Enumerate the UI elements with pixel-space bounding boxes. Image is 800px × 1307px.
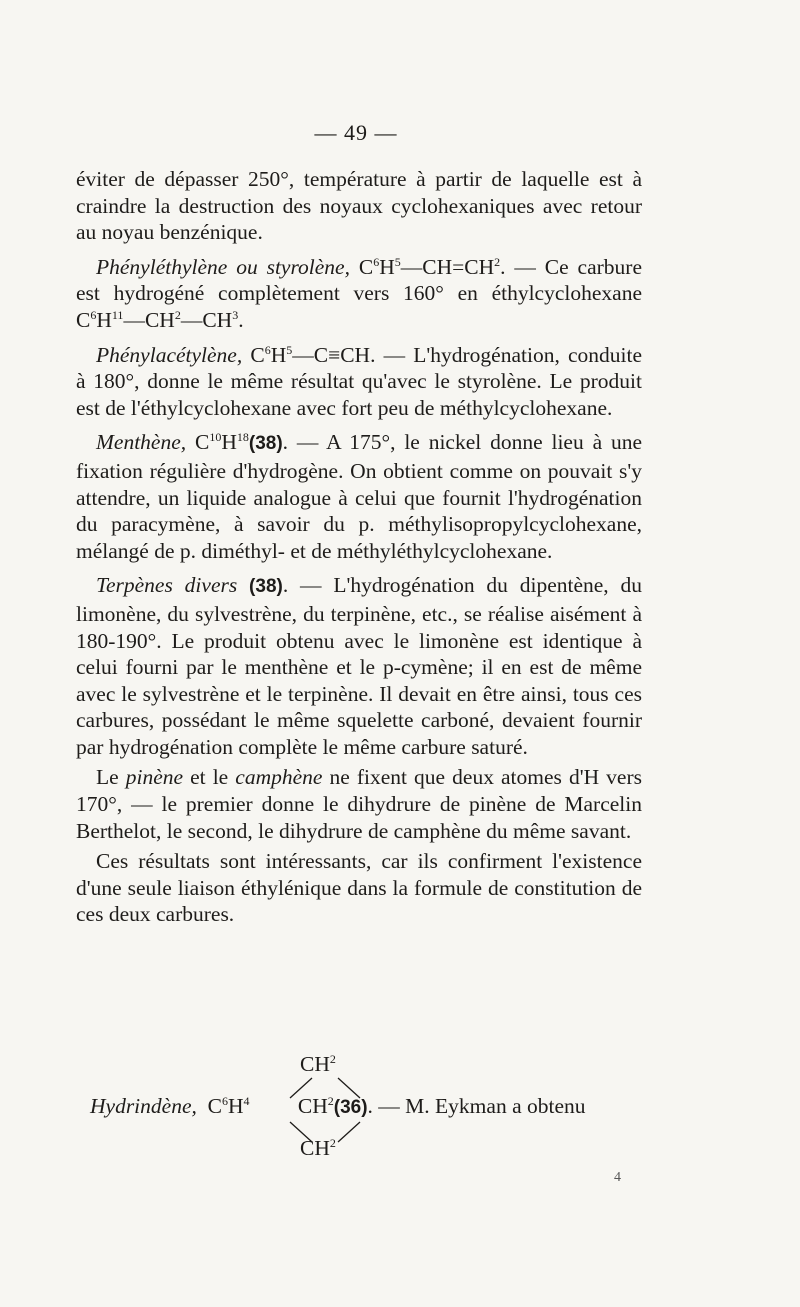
- compound-name-phenylacetylene: Phénylacétylène,: [96, 342, 243, 367]
- paragraph-terpenes: Terpènes divers (38). — L'hydrogénation du dipentène, du limonène, du sylvestrène, du terpinène, etc., se réalise aisément à 180-190°. Le produit obtenu avec le limonène est identique à celui fourni par le menthène et le p-cymène; il en est de même avec le sylvestrène et le terpinène. Il devait en être ainsi, tous ces carbures, possédant le même squelette carboné, devaient fournir par hydrogénation complète le même carbure saturé.: [76, 573, 642, 759]
- formula-main-line: Hydrindène, $C^6H^4$ $CH^2(36)$. — M. Eykman a obtenu: [90, 1094, 586, 1118]
- paragraph-conclusion: Ces résultats sont intéressants, car ils confirment l'existence d'une seule liaison éthylénique dans la formule de constitution de ces deux carbures.: [76, 849, 642, 927]
- signature-mark: 4: [614, 1170, 621, 1185]
- body-text: [76, 166, 642, 928]
- reference-38: (38): [248, 433, 283, 455]
- paragraph-pinene: Le pinène et le camphène ne fixent que deux atomes d'H vers 170°, — le premier donne le dihydrure de pinène de Marcelin Berthelot, le second, le dihydrure de camphène du même savant.: [76, 765, 642, 843]
- compound-name-camphene: camphène: [235, 765, 323, 790]
- paragraph-1: éviter de dépasser 250°, température à partir de laquelle est à craindre la destruction des noyaux cyclohexaniques avec retour au noyau benzénique.: [76, 167, 642, 245]
- compound-name-styrolene: Phényléthylène ou styrolène,: [96, 254, 350, 279]
- formula-bottom-group: $CH^2$: [300, 1136, 336, 1160]
- compound-name-hydrindene: Hydrindène,: [90, 1094, 197, 1118]
- paragraph-menthene: Menthène, $C^{10}H^{18}(38)$. — A 175°, le nickel donne lieu à une fixation régulière d'hydrogène. On obtient comme on pouvait s'y attendre, un liquide analogue à celui que fournit l'hydrogénation du paracymène, à savoir du p. méthylisopropylcyclohexane, mélangé de p. diméthyl- et de méthyléthylcyclohexane.: [76, 430, 643, 563]
- reference-38b: (38): [249, 576, 283, 598]
- compound-name-terpenes: Terpènes divers: [96, 573, 238, 598]
- page-number: — 49 —: [314, 120, 398, 145]
- formula-top-group: $CH^2$: [300, 1052, 336, 1076]
- hydrindene-formula: [76, 1052, 656, 1162]
- paragraph-styrolene: Phényléthylène ou styrolène, $C^6H^5—CH=CH^2$. — Ce carbure est hydrogéné complètement vers 160° en éthylcyclohexane $C^6H^{11}—CH^2—CH^3$.: [76, 254, 642, 332]
- reference-36: (36): [333, 1097, 368, 1118]
- compound-name-pinene: pinène: [125, 765, 184, 790]
- compound-name-menthene: Menthène,: [96, 430, 187, 455]
- paragraph-phenylacetylene: Phénylacétylène, $C^6H^5—C\equiv CH$. — L'hydrogénation, conduite à 180°, donne le même résultat qu'avec le styrolène. Le produit est de l'éthylcyclohexane avec fort peu de méthylcyclohexane.: [76, 342, 642, 420]
